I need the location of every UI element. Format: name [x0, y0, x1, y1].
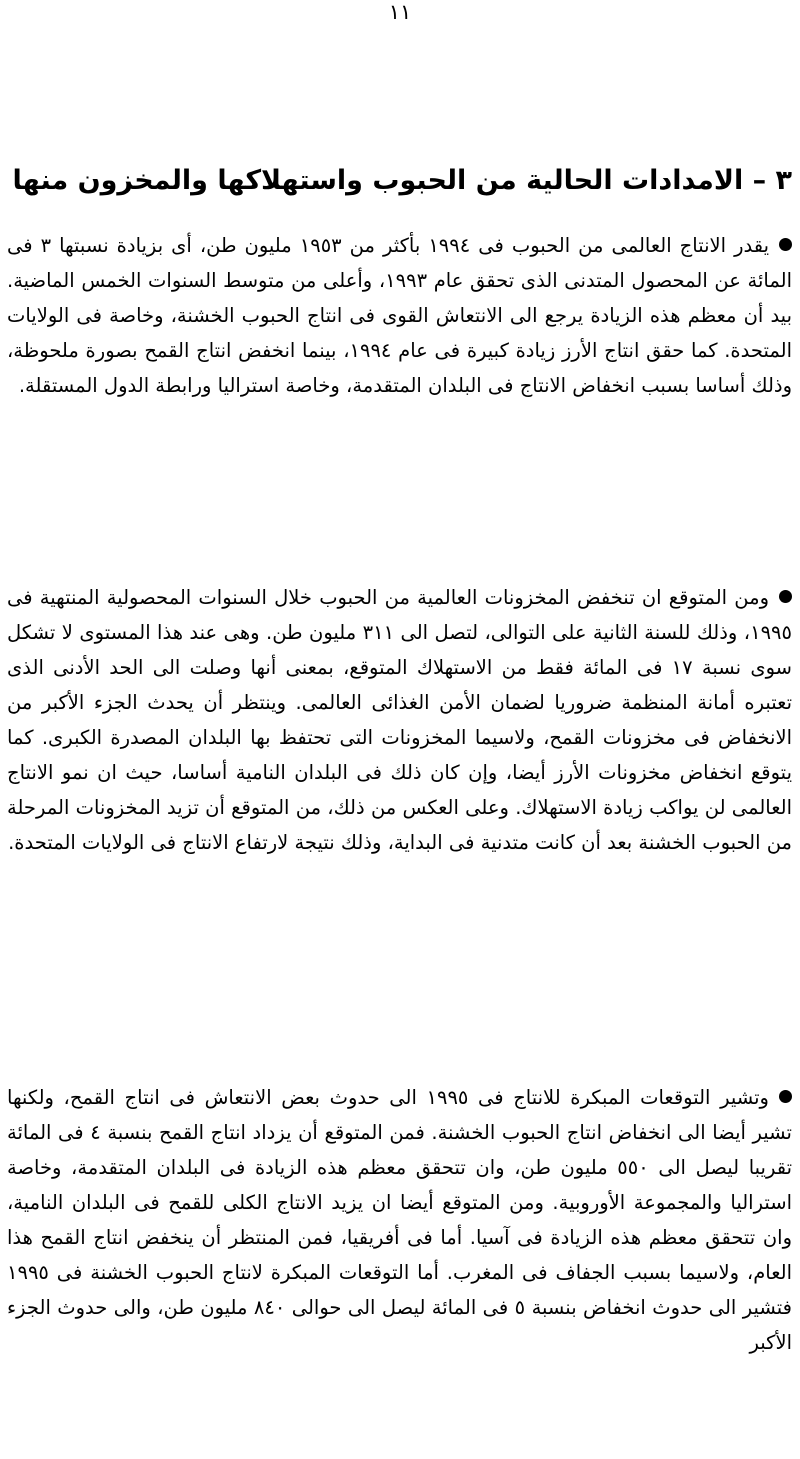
paragraph-3	[7, 1080, 792, 1360]
bullet-icon	[779, 590, 792, 603]
bullet-icon	[779, 1090, 792, 1103]
paragraph-1-text: يقدر الانتاج العالمى من الحبوب فى ١٩٩٤ بأكثر من ١٩٥٣ مليون طن، أى بزيادة نسبتها ٣ فى المائة عن المحصول المتدنى الذى تحقق عام ١٩٩٣، وأعلى من متوسط السنوات الخمس الماضية. بيد أن معظم هذه الزيادة يرجع الى الانتعاش القوى فى انتاج الحبوب الخشنة، وخاصة فى الولايات المتحدة. كما حقق انتاج الأرز زيادة كبيرة فى عام ١٩٩٤، بينما انخفض انتاج القمح بصورة ملحوظة، وذلك أساسا بسبب انخفاض الانتاج فى البلدان المتقدمة، وخاصة استراليا ورابطة الدول المستقلة.	[7, 234, 792, 397]
bullet-icon	[779, 238, 792, 251]
paragraph-3-text: وتشير التوقعات المبكرة للانتاج فى ١٩٩٥ الى حدوث بعض الانتعاش فى انتاج القمح، ولكنها تشير أيضا الى انخفاض انتاج الحبوب الخشنة. فمن المتوقع أن يزداد انتاج القمح بنسبة ٤ فى المائة تقريبا ليصل الى ٥٥٠ مليون طن، وان تتحقق معظم هذه الزيادة فى البلدان المتقدمة، وخاصة استراليا والمجموعة الأوروبية. ومن المتوقع أيضا ان يزيد الانتاج الكلى للقمح فى البلدان النامية، وان تتحقق معظم هذه الزيادة فى آسيا. أما فى أفريقيا، فمن المنتظر أن ينخفض انتاج القمح هذا العام، ولاسيما بسبب الجفاف فى المغرب. أما التوقعات المبكرة لانتاج الحبوب الخشنة فى ١٩٩٥ فتشير الى حدوث انخفاض بنسبة ٥ فى المائة ليصل الى حوالى ٨٤٠ مليون طن، والى حدوث الجزء الأكبر	[7, 1086, 793, 1354]
paragraph-1	[7, 228, 792, 403]
page-number: ١١	[388, 0, 412, 24]
paragraph-2-text: ومن المتوقع ان تنخفض المخزونات العالمية من الحبوب خلال السنوات المحصولية المنتهية فى ١٩٩٥، وذلك للسنة الثانية على التوالى، لتصل الى ٣١١ مليون طن. وهى عند هذا المستوى لا تشكل سوى نسبة ١٧ فى المائة فقط من الاستهلاك المتوقع، بمعنى أنها وصلت الى الحد الأدنى الذى تعتبره أمانة المنظمة ضروريا لضمان الأمن الغذائى العالمى. وينتظر أن يحدث الجزء الأكبر من الانخفاض فى مخزونات القمح، ولاسيما المخزونات التى تحتفظ بها البلدان المصدرة الكبرى. كما يتوقع انخفاض مخزونات الأرز أيضا، وإن كان ذلك فى البلدان النامية أساسا، حيث ان نمو الانتاج العالمى لن يواكب زيادة الاستهلاك. وعلى العكس من ذلك، من المتوقع أن تزيد المخزونات المرحلة من الحبوب الخشنة بعد أن كانت متدنية فى البداية، وذلك نتيجة لارتفاع الانتاج فى الولايات المتحدة.	[7, 586, 792, 854]
paragraph-2	[7, 580, 792, 860]
section-heading: ٣ – الامدادات الحالية من الحبوب واستهلاكها والمخزون منها	[12, 165, 792, 196]
